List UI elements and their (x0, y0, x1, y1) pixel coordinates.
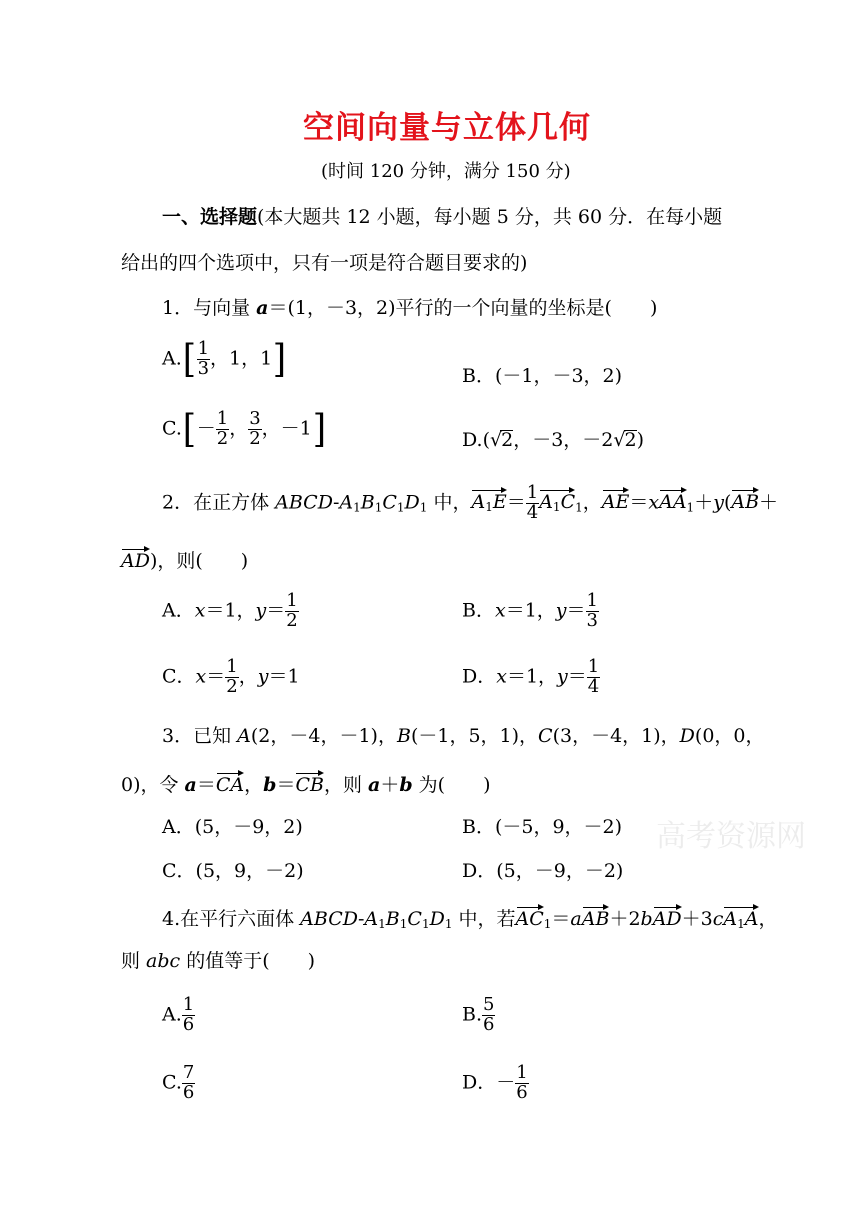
question-4-option-c: C. $\frac{7}{6}$ (162, 1062, 195, 1103)
question-1-option-d: D.(√2，－3，－2√2) (462, 429, 645, 451)
question-4-option-b: B. $\frac{5}{6}$ (462, 994, 495, 1035)
question-1-option-a: A.[ $\frac{1}{3}$ ，1，1] (162, 337, 287, 382)
question-4-line2: 则 abc 的值等于( ) (121, 950, 316, 972)
watermark: 高考资源网 (656, 819, 806, 854)
question-1-stem: 1．与向量 a＝(1，－3，2)平行的一个向量的坐标是( ) (162, 297, 658, 319)
question-3-option-d: D．(5，－9，－2) (462, 860, 624, 882)
question-4-line1: 4.在平行六面体 ABCD-A1B1C1D1 中，若AC1＝aAB＋2bAD＋3cA1A， (162, 908, 778, 931)
question-2-line2: AD)，则( ) (121, 550, 249, 572)
question-2-option-a: A．x＝1，y＝ $\frac{1}{2}$ (162, 590, 298, 631)
question-2-option-c: C．x＝ $\frac{1}{2}$ ，y＝1 (162, 656, 300, 697)
question-2-line1: 2．在正方体 ABCD-A1B1C1D1 中，A1E＝ $\frac{1}{4}$ A1C1，AE＝xAA1＋y(AB＋ (162, 482, 779, 523)
question-4-option-d: D．－ $\frac{1}{6}$ (462, 1062, 528, 1103)
question-1-option-b: B．(－1，－3，2) (462, 365, 623, 387)
question-2-option-d: D．x＝1，y＝ $\frac{1}{4}$ (462, 656, 600, 697)
question-4-option-a: A. $\frac{1}{6}$ (162, 994, 195, 1035)
question-3-line1: 3．已知 A(2，－4，－1)，B(－1，5，1)，C(3，－4，1)，D(0，0， (162, 725, 765, 747)
page-subtitle: (时间 120 分钟，满分 150 分) (321, 161, 571, 182)
question-3-option-c: C．(5，9，－2) (162, 860, 304, 882)
section-desc-line2: 给出的四个选项中，只有一项是符合题目要求的) (121, 252, 528, 274)
question-3-line2: 0)，令 a＝CA，b＝CB，则 a＋b 为( ) (121, 774, 491, 796)
question-1-option-c: C.[－ $\frac{1}{2}$ ， $\frac{3}{2}$ ，－1] (162, 407, 326, 452)
section-heading: 一、选择题(本大题共 12 小题，每小题 5 分，共 60 分．在每小题 (162, 206, 723, 228)
page-title: 空间向量与立体几何 (303, 110, 591, 146)
question-2-option-b: B．x＝1，y＝ $\frac{1}{3}$ (462, 590, 598, 631)
question-3-option-a: A．(5，－9，2) (162, 816, 303, 838)
question-3-option-b: B．(－5，9，－2) (462, 816, 623, 838)
